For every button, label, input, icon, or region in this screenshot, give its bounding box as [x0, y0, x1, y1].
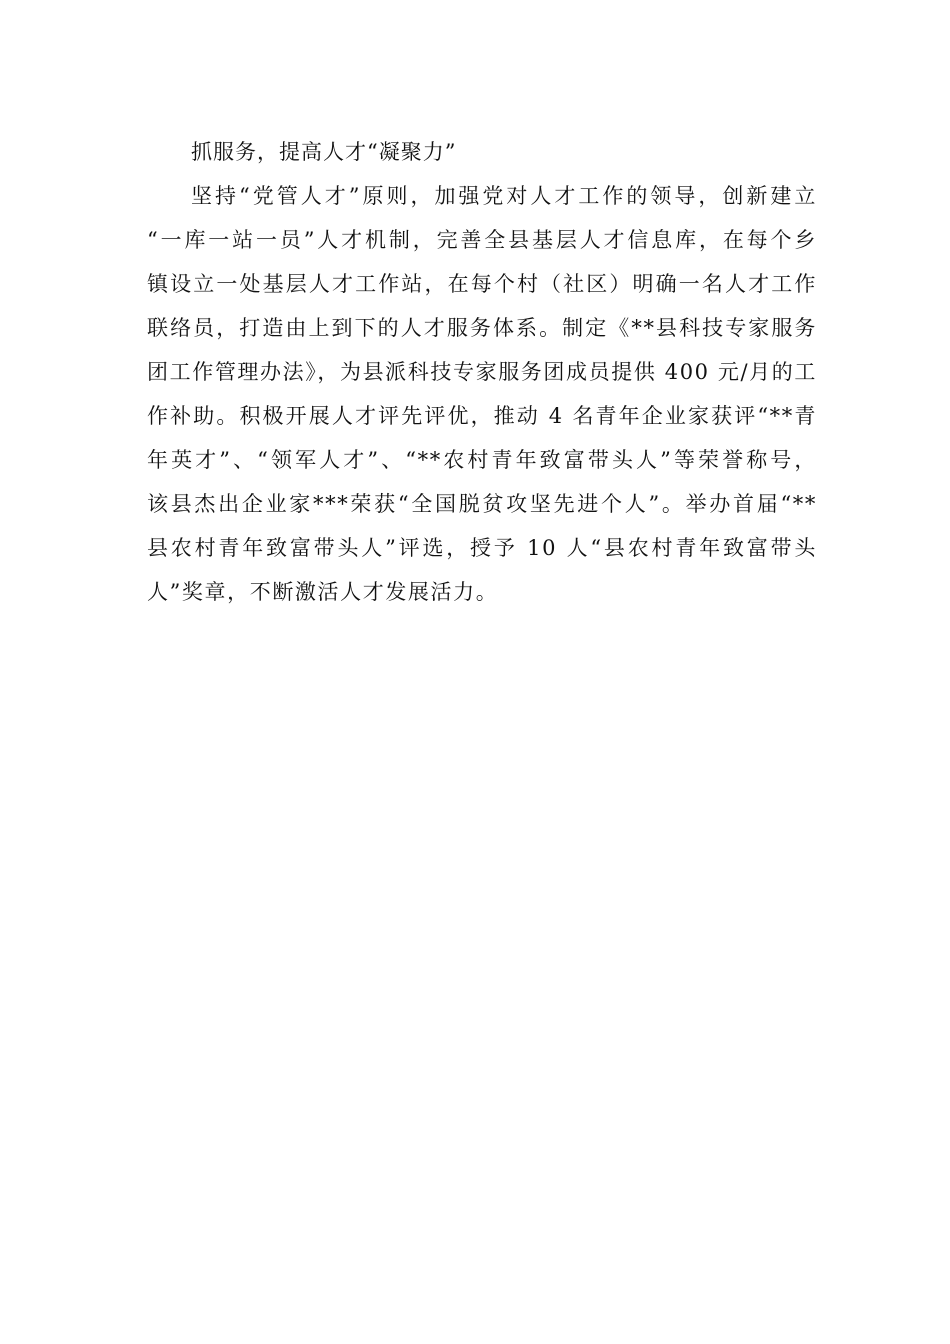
- paragraph-line: 团工作管理办法》，为县派科技专家服务团成员提供 400 元/月的工: [147, 360, 817, 384]
- document-body: [147, 130, 817, 614]
- section-heading: 抓服务，提高人才“凝聚力”: [191, 140, 457, 164]
- body-paragraph: [147, 174, 817, 614]
- paragraph-line: 人”奖章，不断激活人才发展活力。: [147, 580, 499, 604]
- paragraph-line: 该县杰出企业家***荣获“全国脱贫攻坚先进个人”。举办首届“**: [147, 492, 817, 516]
- paragraph-line: 联络员，打造由上到下的人才服务体系。制定《**县科技专家服务: [147, 316, 817, 340]
- paragraph-line: 作补助。积极开展人才评先评优，推动 4 名青年企业家获评“**青: [147, 404, 817, 428]
- paragraph-line: 坚持“党管人才”原则，加强党对人才工作的领导，创新建立: [191, 184, 817, 208]
- paragraph-line: 镇设立一处基层人才工作站，在每个村（社区）明确一名人才工作: [147, 272, 817, 296]
- paragraph-line: 年英才”、“领军人才”、“**农村青年致富带头人”等荣誉称号，: [147, 448, 817, 472]
- paragraph-line: “一库一站一员”人才机制，完善全县基层人才信息库，在每个乡: [147, 228, 817, 252]
- paragraph-line: 县农村青年致富带头人”评选，授予 10 人“县农村青年致富带头: [147, 536, 817, 560]
